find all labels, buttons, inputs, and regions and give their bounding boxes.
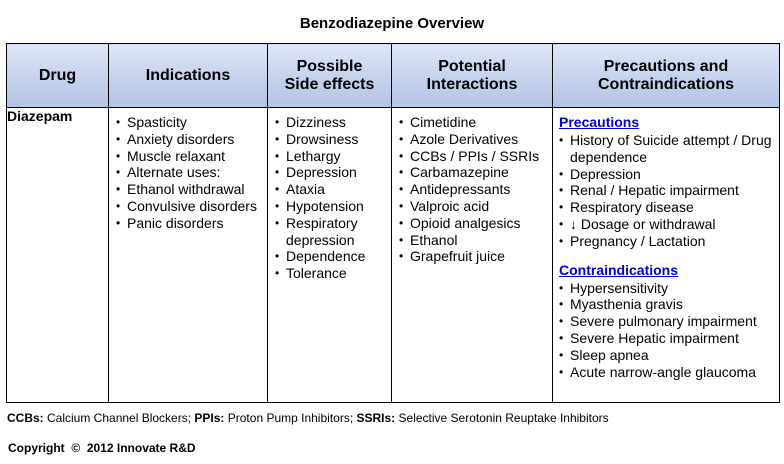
list-item: • Myasthenia gravis — [559, 296, 779, 313]
list-item: • Sleep apnea — [559, 347, 779, 364]
list-item: • Convulsive disorders — [116, 198, 267, 215]
list-item: • Severe Hepatic impairment — [559, 330, 779, 347]
list-item: • Carbamazepine — [399, 164, 552, 181]
list-item: • Tolerance — [275, 265, 391, 282]
interactions-list — [392, 114, 552, 265]
list-item: • Drowsiness — [275, 131, 391, 148]
list-item: • Ethanol — [399, 232, 552, 249]
list-item: • Cimetidine — [399, 114, 552, 131]
footnote-text: Proton Pump Inhibitors; — [224, 411, 357, 425]
precautions-cell — [553, 108, 780, 403]
list-item: • Alternate uses: — [116, 164, 267, 181]
list-item: • Panic disorders — [116, 215, 267, 232]
list-item: • CCBs / PPIs / SSRIs — [399, 148, 552, 165]
footnote-abbr: SSRIs: — [356, 411, 396, 425]
precautions-list — [553, 132, 779, 250]
list-item: • Depression — [559, 166, 779, 183]
list-item: • Spasticity — [116, 114, 267, 131]
list-item: • Depression — [275, 164, 391, 181]
list-item: • Pregnancy / Lactation — [559, 233, 779, 250]
precautions-heading: Precautions — [559, 114, 640, 130]
drug-name: Diazepam — [7, 108, 109, 403]
interactions-cell — [392, 108, 553, 403]
list-item: • Dizziness — [275, 114, 391, 131]
list-item: • Dependence — [275, 248, 391, 265]
list-item: • Opioid analgesics — [399, 215, 552, 232]
list-item: • Acute narrow-angle glaucoma — [559, 364, 779, 381]
footnote-text: Selective Serotonin Reuptake Inhibitors — [395, 411, 609, 425]
copyright-notice: Copyright © 2012 Innovate R&D — [8, 441, 196, 455]
list-item: • Muscle relaxant — [116, 148, 267, 165]
drug-row — [7, 108, 780, 403]
overview-table — [6, 43, 780, 403]
header-drug: Drug — [7, 44, 109, 108]
side-effects-cell — [268, 108, 392, 403]
contraindications-list — [553, 280, 779, 381]
header-precautions: Precautions and Contraindications — [553, 44, 780, 108]
list-item: • Renal / Hepatic impairment — [559, 182, 779, 199]
indications-list — [109, 114, 267, 232]
indications-cell — [109, 108, 268, 403]
list-item: • Grapefruit juice — [399, 248, 552, 265]
footnote-abbr: CCBs: — [7, 411, 44, 425]
list-item: • Respiratory depression — [275, 215, 391, 249]
header-side-effects: Possible Side effects — [268, 44, 392, 108]
list-item: • History of Suicide attempt / Drug dependence — [559, 132, 779, 166]
list-item: • Severe pulmonary impairment — [559, 313, 779, 330]
list-item: • Antidepressants — [399, 181, 552, 198]
abbreviation-footnote — [7, 411, 609, 425]
list-item: • Respiratory disease — [559, 199, 779, 216]
footnote-abbr: PPIs: — [194, 411, 225, 425]
list-item: • Hypersensitivity — [559, 280, 779, 297]
header-indications: Indications — [109, 44, 268, 108]
side-effects-list — [268, 114, 391, 282]
list-item: • Anxiety disorders — [116, 131, 267, 148]
header-interactions: Potential Interactions — [392, 44, 553, 108]
list-item: • Azole Derivatives — [399, 131, 552, 148]
list-item: • ↓ Dosage or withdrawal — [559, 216, 779, 233]
list-item: • Hypotension — [275, 198, 391, 215]
header-row — [7, 44, 780, 108]
list-item: • Valproic acid — [399, 198, 552, 215]
contraindications-heading: Contraindications — [559, 261, 679, 278]
list-item: • Ethanol withdrawal — [116, 181, 267, 198]
list-item: • Lethargy — [275, 148, 391, 165]
footnote-text: Calcium Channel Blockers; — [43, 411, 195, 425]
page-title: Benzodiazepine Overview — [299, 15, 485, 32]
list-item: • Ataxia — [275, 181, 391, 198]
